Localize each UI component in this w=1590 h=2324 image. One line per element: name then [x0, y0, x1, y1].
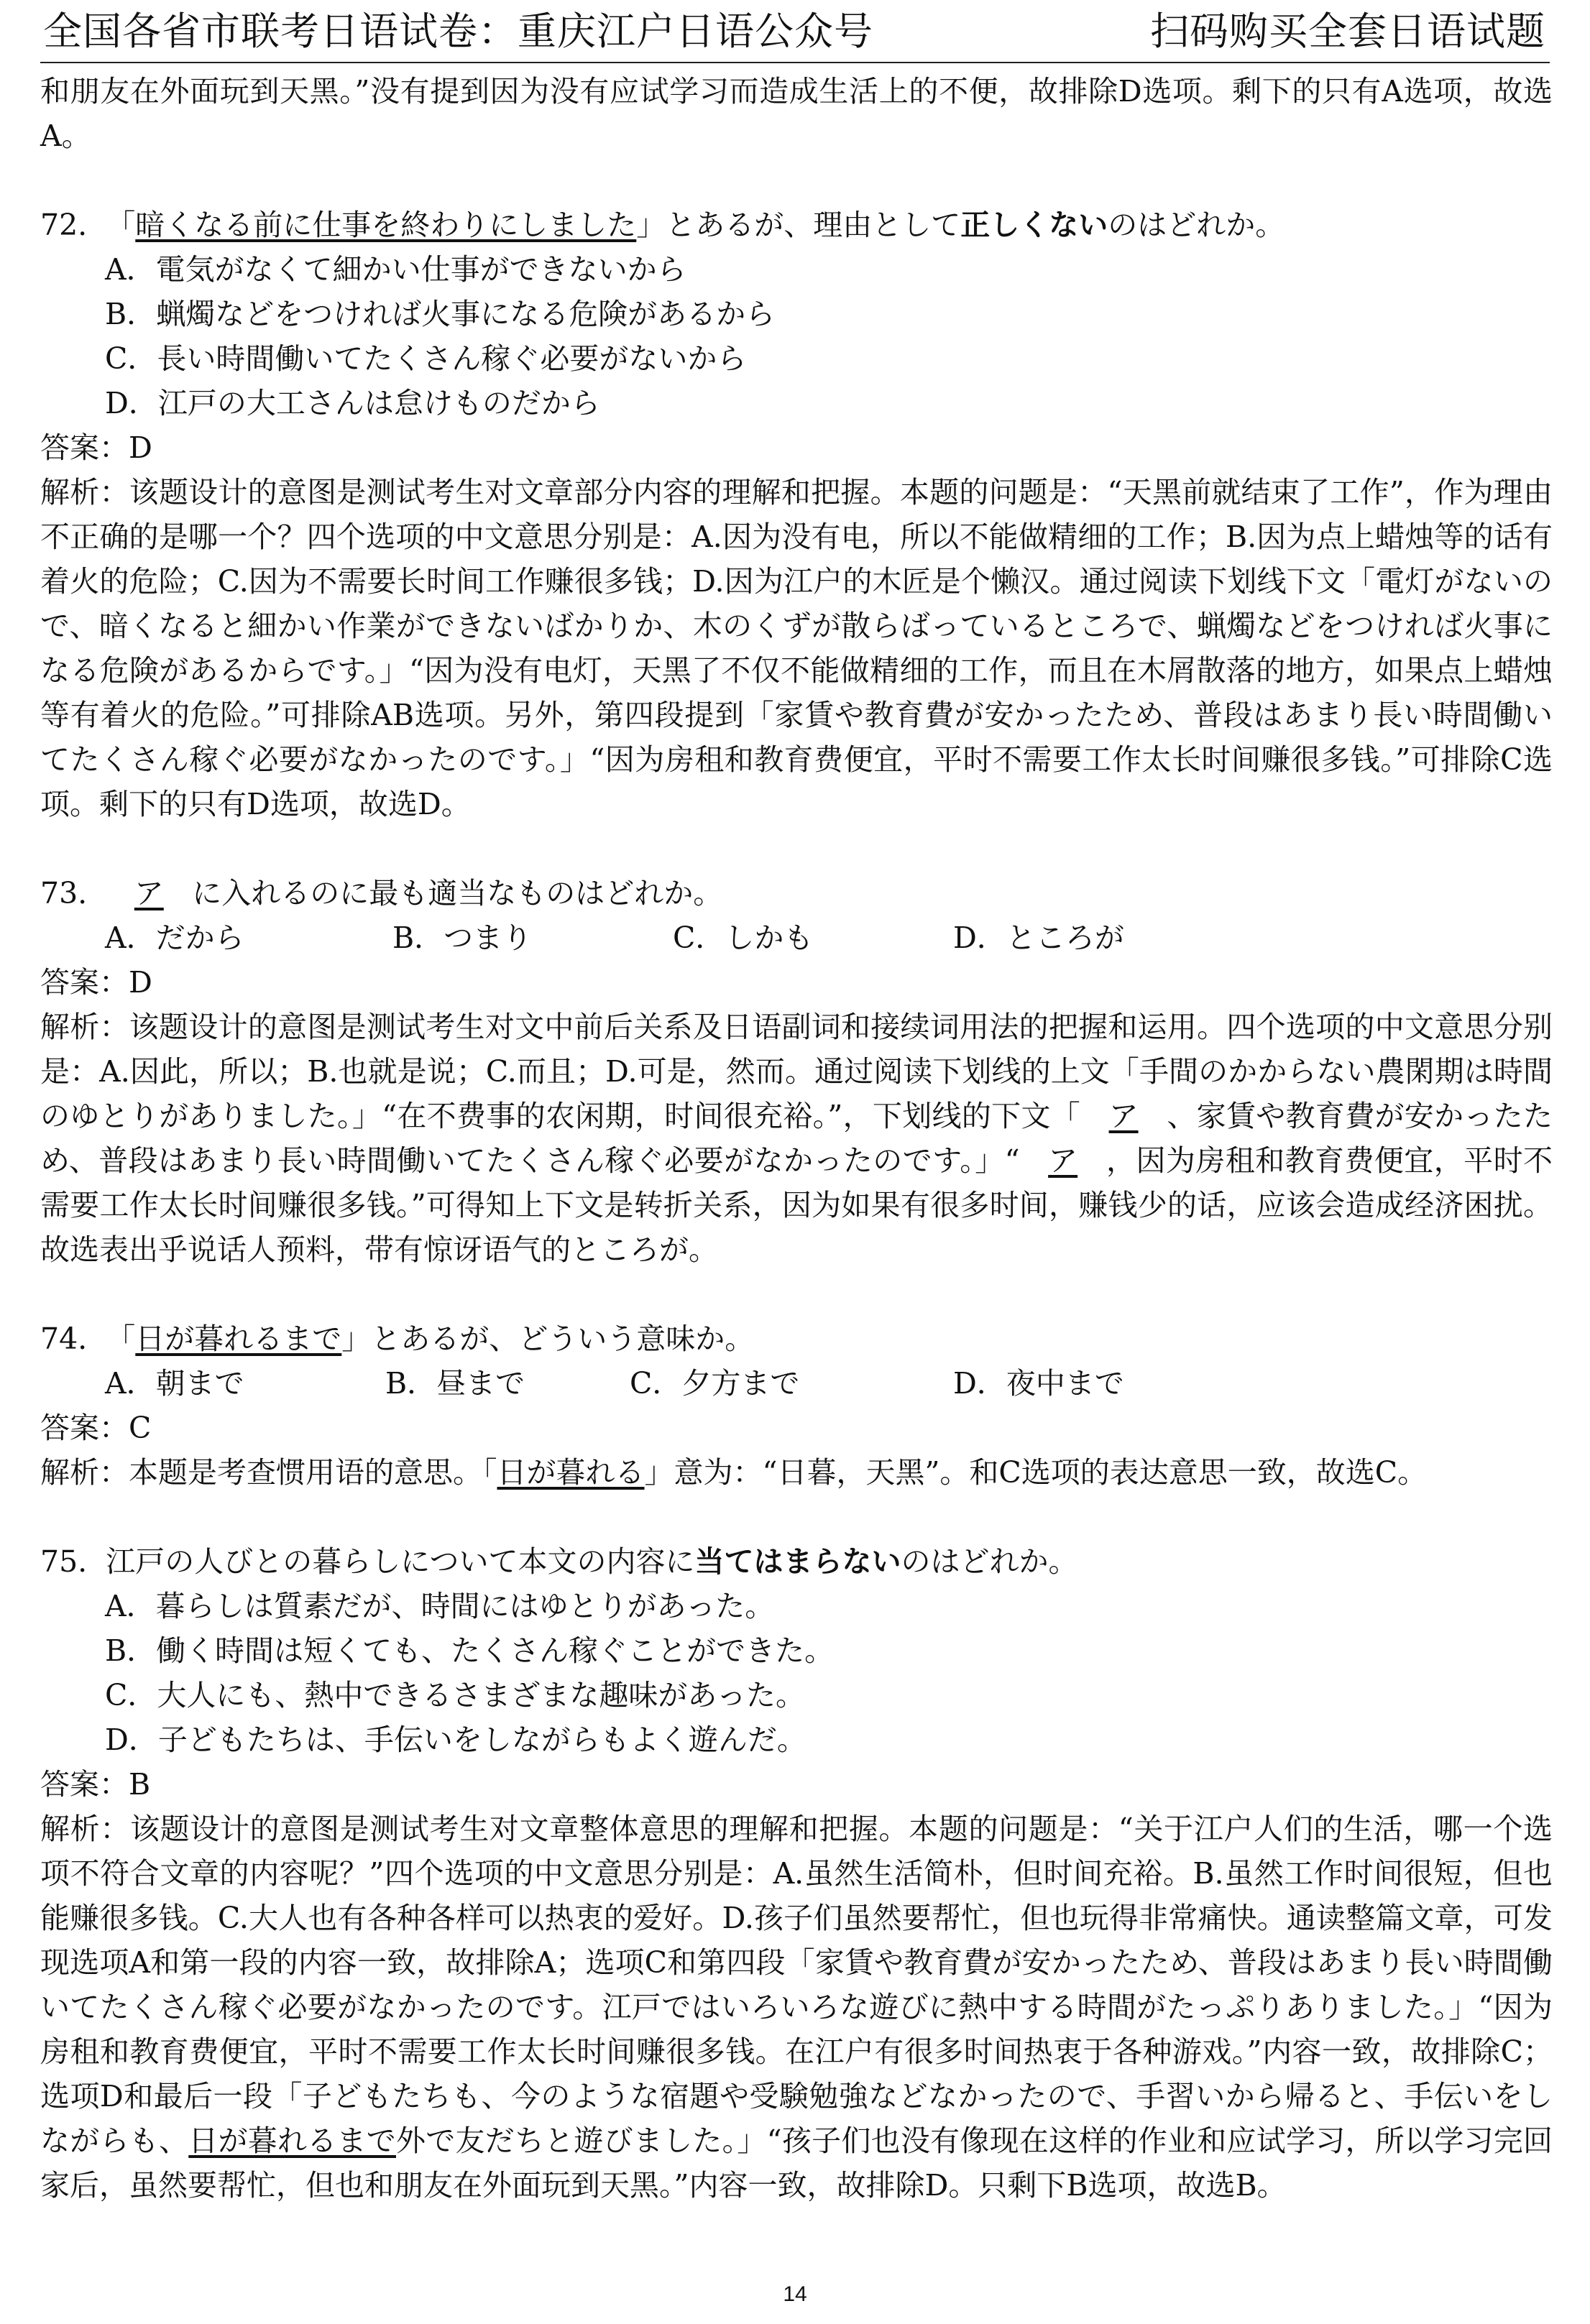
answer-line: 答案：C — [40, 1411, 152, 1445]
question-number: 74. — [40, 1322, 88, 1356]
analysis-paragraph — [40, 1005, 1553, 1272]
question-text: 」とあるが、どういう意味か。 — [341, 1322, 755, 1356]
question-74 — [40, 1317, 1553, 1361]
question-text: 」とあるが、理由として — [636, 208, 961, 242]
underlined-phrase: 日が暮れる — [497, 1455, 645, 1490]
quote-open: 「 — [106, 208, 136, 242]
spacer — [40, 1272, 1553, 1317]
blank-slot: ア — [1048, 1143, 1078, 1178]
option-d: D．夜中まで — [953, 1366, 1124, 1401]
analysis-paragraph — [40, 1807, 1553, 2208]
intro-paragraph: 和朋友在外面玩到天黑。”没有提到因为没有应试学习而造成生活上的不便，故排除D选项。剩下的只有A选项，故选A。 — [40, 74, 1553, 153]
question-text: に入れるのに最も適当なものはどれか。 — [192, 876, 723, 910]
question-number: 72. — [40, 208, 88, 242]
analysis-paragraph — [40, 1450, 1553, 1495]
option-d: D．ところが — [953, 921, 1124, 955]
spacer — [40, 1495, 1553, 1539]
underlined-phrase: 暗くなる前に仕事を終わりにしました — [135, 208, 637, 242]
header-left-title: 全国各省市联考日语试卷：重庆江户日语公众号 — [43, 9, 873, 54]
analysis-text: ，因为房租和教育费便宜，平时不需要工作太长时间赚很多钱。”可得知上下文是转折关系，因为如果有很多时间，赚钱少的话，应该会造成经济困扰。故选表出乎说话人预料，带有惊讶语气的ところが。 — [40, 1143, 1553, 1267]
answer-line: 答案：D — [40, 965, 152, 1000]
question-number: 75. — [40, 1544, 88, 1579]
option-d: D．江戸の大工さんは怠けものだから — [105, 386, 600, 420]
emphasis-text: 正しくない — [960, 208, 1108, 242]
option-c: C．大人にも、熱中できるさまざまな趣味があった。 — [105, 1678, 805, 1712]
answer-line: 答案：D — [40, 430, 152, 465]
analysis-text: 」意为：“日暮，天黑”。和C选项的表达意思一致，故选C。 — [644, 1455, 1428, 1490]
question-75 — [40, 1539, 1553, 1584]
spacer — [40, 826, 1553, 871]
question-text: 江戸の人びとの暮らしについて本文の内容に — [106, 1544, 695, 1579]
header-right-title: 扫码购买全套日语试题 — [1150, 9, 1545, 54]
blank-slot: ア — [134, 876, 164, 910]
header-divider — [40, 62, 1550, 63]
option-b: B．昼まで — [385, 1366, 525, 1401]
blank-slot: ア — [1108, 1099, 1139, 1133]
document-body — [40, 69, 1553, 2208]
question-text-end: のはどれか。 — [901, 1544, 1078, 1579]
quote-open: 「 — [106, 1322, 136, 1356]
option-b: B．働く時間は短くても、たくさん稼ぐことができた。 — [105, 1633, 835, 1668]
analysis-text: 、家賃や教育費が安かったため、普段はあまり長い時間働いてたくさん稼ぐ必要がなかったのです。」“ — [40, 1099, 1553, 1178]
question-text-end: のはどれか。 — [1108, 208, 1285, 242]
spacer — [40, 158, 1553, 203]
page-number: 14 — [783, 2282, 807, 2306]
option-a: A．電気がなくて細かい仕事ができないから — [105, 252, 686, 287]
analysis-text: 解析：该题设计的意图是测试考生对文章整体意思的理解和把握。本题的问题是：“关于江户人们的生活，哪一个选项不符合文章的内容呢？”四个选项的中文意思分别是：A.虽然生活简朴，但时间充裕。B.虽然工作时间很短，但也能赚很多钱。C.大人也有各种各样可以热衷的爱好。D.孩子们虽然要帮忙，但也玩得非常痛快。通读整篇文章，可发现选项A和第一段的内容一致，故排除A；选项C和第四段「家賃や教育費が安かったため、普段はあまり長い時間働いてたくさん稼ぐ必要がなかったのです。江戸ではいろいろな遊びに熱中する時間がたっぷりありました。」“因为房租和教育费便宜，平时不需要工作太长时间赚很多钱。在江户有很多时间热衷于各种游戏。”内容一致，故排除C；选项D和最后一段「子どもたちも、今のような宿題や受験勉強などなかったので、手習いから帰ると、手伝いをしながらも、 — [40, 1812, 1553, 2158]
emphasis-text: 当てはまらない — [694, 1544, 901, 1579]
option-a: A．暮らしは質素だが、時間にはゆとりがあった。 — [105, 1589, 775, 1623]
option-c: C．長い時間働いてたくさん稼ぐ必要がないから — [105, 341, 747, 376]
underlined-phrase: 日が暮れるまで — [135, 1322, 342, 1356]
question-number: 73. — [40, 876, 88, 910]
options-row — [40, 916, 1553, 960]
analysis-text: 解析：该题设计的意图是测试考生对文中前后关系及日语副词和接续词用法的把握和运用。四个选项的中文意思分别是：A.因此，所以；B.也就是说；C.而且；D.可是，然而。通过阅读下划线的上文「手間のかからない農閑期は時間のゆとりがありました。」“在不费事的农闲期，时间很充裕。”，下划线的下文「 — [40, 1010, 1553, 1133]
question-73 — [40, 871, 1553, 916]
option-b: B．つまり — [392, 921, 533, 955]
option-d: D．子どもたちは、手伝いをしながらもよく遊んだ。 — [105, 1723, 807, 1757]
analysis-paragraph: 解析：该题设计的意图是测试考生对文章部分内容的理解和把握。本题的问题是：“天黑前就结束了工作”，作为理由不正确的是哪一个？四个选项的中文意思分别是：A.因为没有电，所以不能做精细的工作；B.因为点上蜡烛等的话有着火的危险；C.因为不需要长时间工作赚很多钱；D.因为江户的木匠是个懒汉。通过阅读下划线下文「電灯がないので、暗くなると細かい作業ができないばかりか、木のくずが散らばっているところで、蝋燭などをつければ火事になる危険があるからです。」“因为没有电灯，天黑了不仅不能做精细的工作，而且在木屑散落的地方，如果点上蜡烛等有着火的危险。”可排除AB选项。另外，第四段提到「家賃や教育費が安かったため、普段はあまり長い時間働いてたくさん稼ぐ必要がなかったのです。」“因为房租和教育费便宜，平时不需要工作太长时间赚很多钱。”可排除C选项。剩下的只有D选项，故选D。 — [40, 475, 1553, 821]
answer-line: 答案：B — [40, 1767, 151, 1802]
option-b: B．蝋燭などをつければ火事になる危険があるから — [105, 297, 776, 331]
option-a: A．朝まで — [105, 1366, 244, 1401]
question-72 — [40, 203, 1553, 247]
page-header — [43, 4, 1545, 59]
option-c: C．しかも — [673, 921, 814, 955]
analysis-text: 外で友だちと遊びました。」“孩子们也没有像现在这样的作业和应试学习，所以学习完回家后，虽然要帮忙，但也和朋友在外面玩到天黑。”内容一致，故排除D。只剩下B选项，故选B。 — [40, 2124, 1553, 2203]
underlined-phrase: 日が暮れるまで — [188, 2124, 396, 2158]
option-a: A．だから — [105, 921, 244, 955]
analysis-text: 解析：本题是考查惯用语的意思。「 — [40, 1455, 497, 1490]
options-row — [40, 1361, 1553, 1406]
option-c: C．夕方まで — [630, 1366, 800, 1401]
